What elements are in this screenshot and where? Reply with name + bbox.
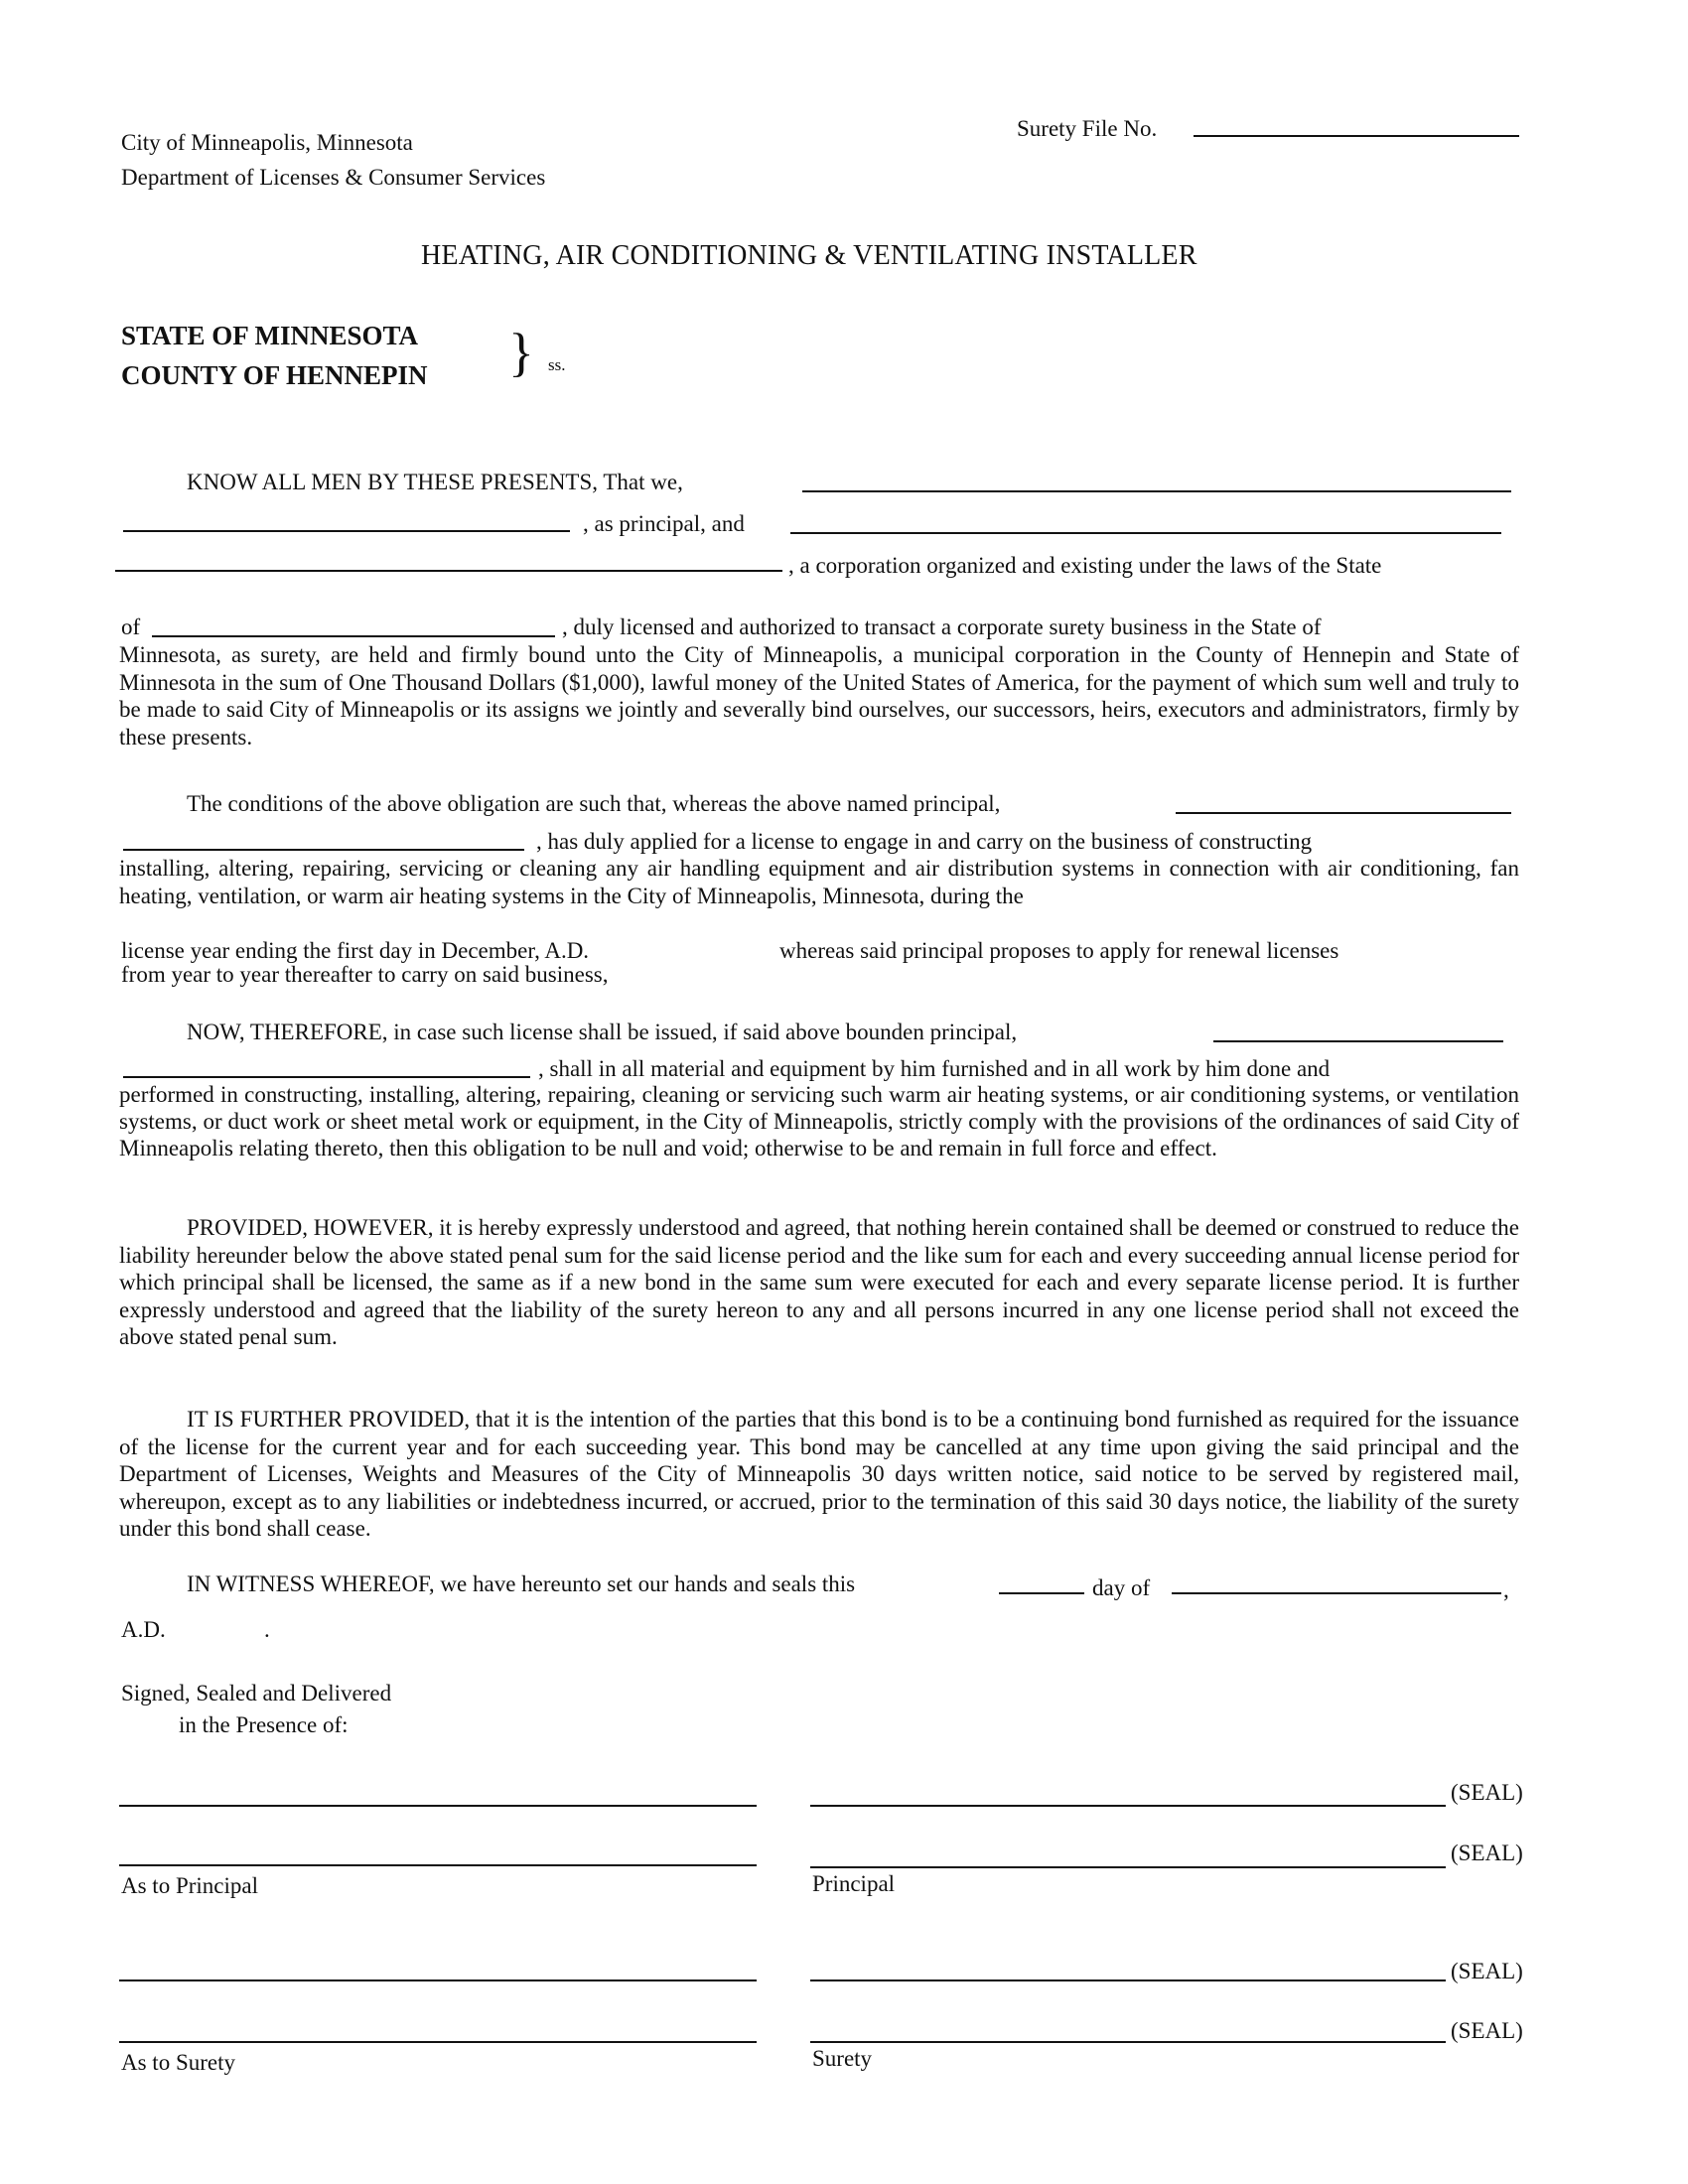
principal-name-field[interactable] — [802, 490, 1511, 492]
venue-brace: } — [508, 323, 534, 382]
as-to-surety-label: As to Surety — [121, 2050, 235, 2075]
venue-county: COUNTY OF HENNEPIN — [121, 360, 428, 390]
venue-ss: ss. — [548, 355, 566, 374]
signed-sealed-line1: Signed, Sealed and Delivered — [121, 1681, 392, 1706]
day-of-text: day of — [1092, 1575, 1151, 1600]
witness-lead: IN WITNESS WHEREOF, we have hereunto set our hands and seals this — [187, 1571, 856, 1596]
of-label: of — [121, 614, 141, 639]
year-to-year-text: from year to year thereafter to carry on said business, — [121, 962, 609, 987]
surety-label: Surety — [812, 2046, 873, 2071]
as-principal-text: , as principal, and — [583, 511, 745, 536]
named-principal-field-2[interactable] — [123, 849, 524, 851]
applied-text: , has duly applied for a license to engage in and carry on the business of constructing — [536, 829, 1313, 854]
city-name: City of Minneapolis, Minnesota — [121, 130, 413, 155]
surety-file-label: Surety File No. — [1017, 116, 1158, 141]
witness-surety-signature-line-2[interactable] — [119, 2041, 757, 2043]
renewal-text: whereas said principal proposes to apply for renewal licenses — [779, 938, 1339, 963]
principal-signature-line-2[interactable] — [810, 1866, 1446, 1868]
corporation-text: , a corporation organized and existing under the laws of the State — [788, 553, 1382, 578]
signed-sealed-line2: in the Presence of: — [179, 1712, 349, 1737]
witness-surety-signature-line-1[interactable] — [119, 1979, 757, 1981]
witness-comma: , — [1503, 1577, 1509, 1602]
ad-label: A.D. — [121, 1617, 166, 1642]
surety-file-number-field[interactable] — [1194, 135, 1519, 137]
surety-corporation-field-2[interactable] — [115, 570, 782, 572]
now-therefore-body: performed in constructing, installing, altering, repairing, cleaning or servicing such warm air heating systems, or air conditioning systems, or ventilation systems, or duct work or sheet metal work or equipment, in the City of Minneapolis, strictly comply with the provisions of the ordinances of said City of Minneapolis relating thereto, then this obligation to be null and void; otherwise to be and remain in full force and effect. — [119, 1082, 1519, 1160]
principal-label: Principal — [812, 1871, 896, 1896]
month-field[interactable] — [1172, 1592, 1501, 1594]
shall-text: , shall in all material and equipment by him furnished and in all work by him done and — [538, 1056, 1331, 1081]
seal-label-2: (SEAL) — [1451, 1841, 1523, 1865]
witness-principal-signature-line-1[interactable] — [119, 1805, 757, 1807]
surety-signature-line-2[interactable] — [810, 2041, 1446, 2043]
principal-signature-line-1[interactable] — [810, 1805, 1446, 1807]
seal-label-1: (SEAL) — [1451, 1780, 1523, 1805]
ad-period: . — [264, 1617, 270, 1642]
seal-label-3: (SEAL) — [1451, 1959, 1523, 1983]
witness-principal-signature-line-2[interactable] — [119, 1864, 757, 1866]
principal-name-field-2[interactable] — [123, 530, 570, 532]
further-provided-paragraph: IT IS FURTHER PROVIDED, that it is the intention of the parties that this bond is to be a continuing bond furnished as required for the issuance of the license for the current year and for each succeeding year. This bond may be cancelled at any time upon giving the said principal and the Department of Licenses, Weights and Measures of the City of Minneapolis 30 days written notice, said notice to be served by registered mail, whereupon, except as to any liabilities or indebtedness incurred, or accrued, prior to the termination of this said 30 days notice, the liability of the surety under this bond shall cease. — [119, 1407, 1519, 1541]
seal-label-4: (SEAL) — [1451, 2018, 1523, 2043]
state-of-incorporation-field[interactable] — [152, 635, 555, 637]
bounden-principal-field-2[interactable] — [123, 1076, 530, 1078]
licensed-text: , duly licensed and authorized to transact a corporate surety business in the State of — [562, 614, 1322, 639]
license-year-text: license year ending the first day in December, A.D. — [121, 938, 590, 963]
day-field[interactable] — [999, 1592, 1084, 1594]
conditions-lead: The conditions of the above obligation are such that, whereas the above named principal, — [187, 791, 1001, 816]
as-to-principal-label: As to Principal — [121, 1873, 258, 1898]
form-title: HEATING, AIR CONDITIONING & VENTILATING INSTALLER — [421, 240, 1197, 271]
named-principal-field[interactable] — [1176, 812, 1511, 814]
surety-corporation-field[interactable] — [790, 532, 1501, 534]
know-all-men-lead: KNOW ALL MEN BY THESE PRESENTS, That we, — [187, 470, 683, 494]
bounden-principal-field[interactable] — [1213, 1040, 1503, 1042]
venue-state: STATE OF MINNESOTA — [121, 321, 419, 350]
surety-signature-line-1[interactable] — [810, 1979, 1446, 1981]
department-name: Department of Licenses & Consumer Services — [121, 165, 546, 190]
provided-however-paragraph: PROVIDED, HOWEVER, it is hereby expressly understood and agreed, that nothing herein contained shall be deemed or construed to reduce the liability hereunder below the above stated penal sum for the said license period and the like sum for each and every succeeding annual license period for which principal shall be licensed, the same as if a new bond in the same sum were executed for each and every separate license period. It is further expressly understood and agreed that the liability of the surety hereon to any and all persons incurred in any one license period shall not exceed the above stated penal sum. — [119, 1215, 1519, 1349]
know-all-men-body: Minnesota, as surety, are held and firmly bound unto the City of Minneapolis, a municipal corporation in the County of Hennepin and State of Minnesota in the sum of One Thousand Dollars ($1,000), lawful money of the United States of America, for the payment of which sum well and truly to be made to said City of Minneapolis or its assigns we jointly and severally bind ourselves, our successors, heirs, executors and administrators, firmly by these presents. — [119, 642, 1519, 750]
conditions-body: installing, altering, repairing, servicing or cleaning any air handling equipment and air distribution systems in connection with air conditioning, fan heating, ventilation, or warm air heating systems in the City of Minneapolis, Minnesota, during the — [119, 856, 1519, 908]
now-therefore-lead: NOW, THEREFORE, in case such license shall be issued, if said above bounden principal, — [187, 1020, 1018, 1044]
